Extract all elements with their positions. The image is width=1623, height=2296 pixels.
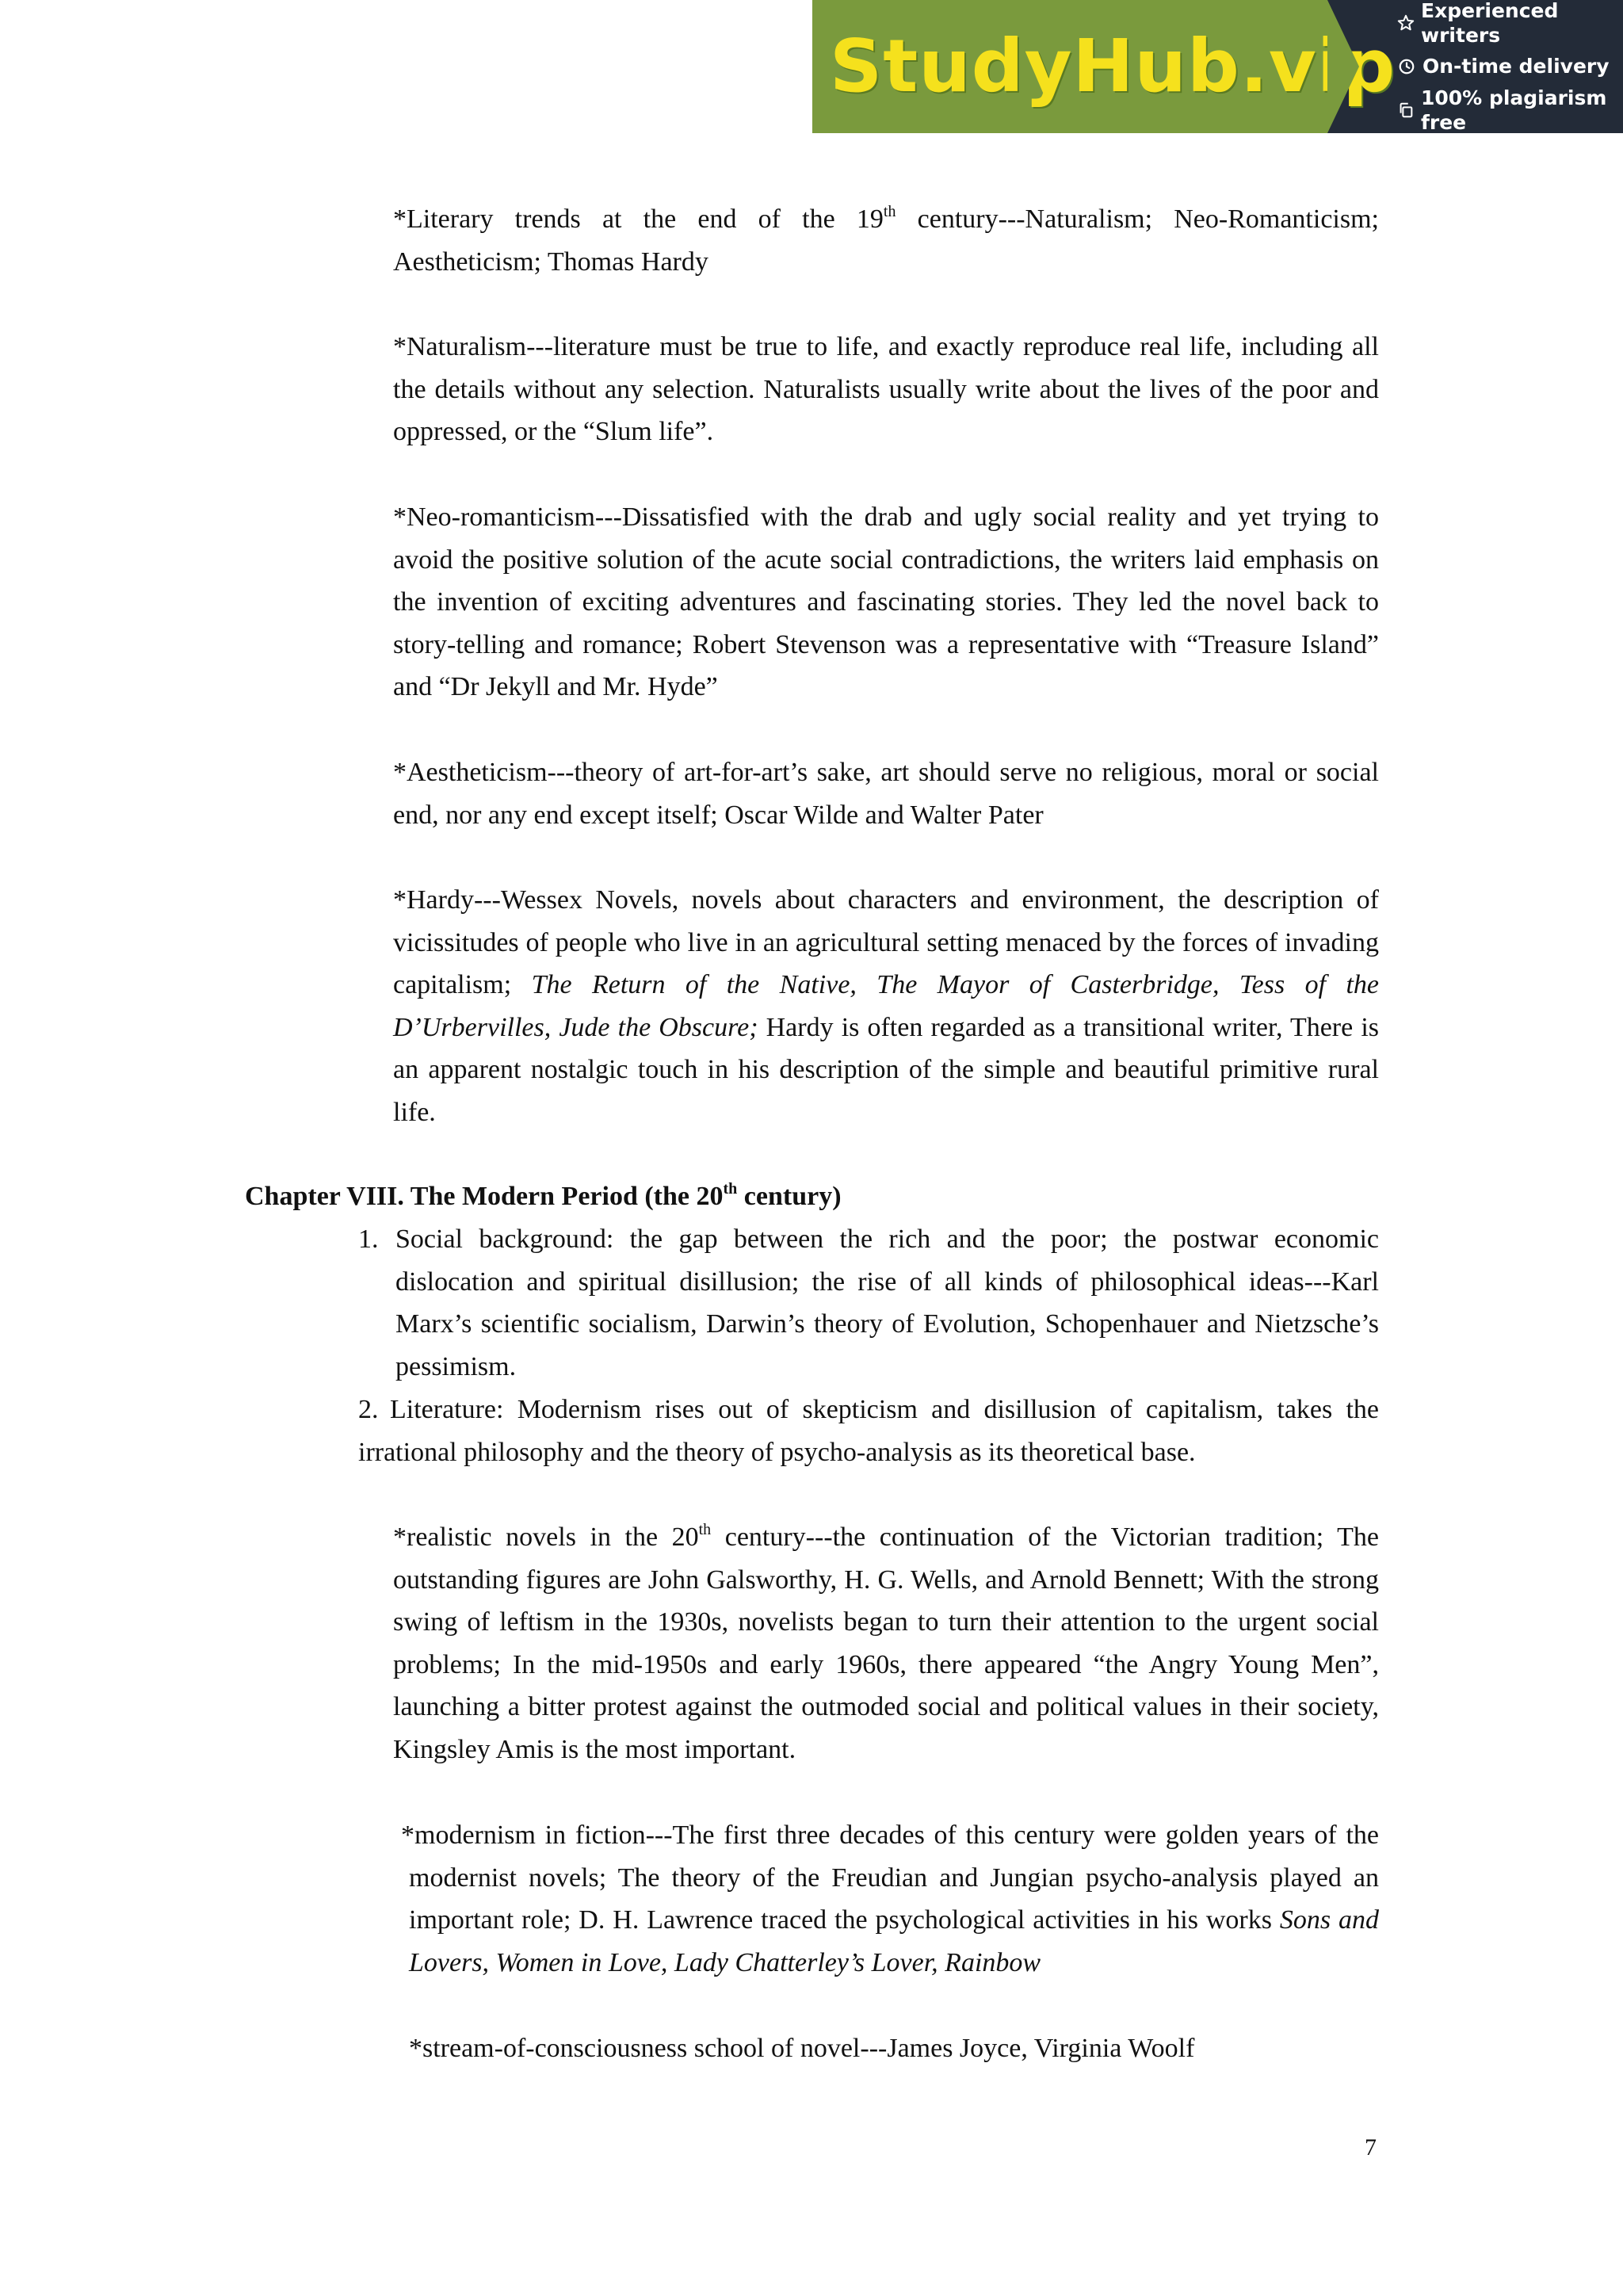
brand-logo: StudyHub.vip xyxy=(830,24,1396,109)
feature-label: 100% plagiarism free xyxy=(1421,86,1607,134)
paragraph-modernism: *modernism in fiction---The first three decades of this century were golden years of the modernist novels; The theory of the Freudian and Jungian psycho-analysis played an important role; D. H. Lawrence traced the psychological activities in his works Sons and Lovers, Women in Love, Lady Chatterley’s Lover, Rainbow xyxy=(401,1820,1379,1977)
paragraph-realistic-novels: *realistic novels in the 20th century---the continuation of the Victorian tradition; The outstanding figures are John Galsworthy, H. G. Wells, and Arnold Bennett; With the strong swing of leftism in the 1930s, novelists began to turn their attention to the urgent social problems; In the mid-1950s and early 1960s, there appeared “the Angry Young Men”, launching a bitter protest against the outmoded social and political values in their society, Kingsley Amis is the most important. xyxy=(393,1520,1379,1764)
paragraph-literary-trends: *Literary trends at the end of the 19th century---Naturalism; Neo-Romanticism; Aestheticism; Thomas Hardy xyxy=(393,202,1379,277)
list-item-social-background: 1. Social background: the gap between the rich and the poor; the postwar economic dislocation and spiritual disillusion; the rise of all kinds of philosophical ideas---Karl Marx’s scientific socialism, Darwin’s theory of Evolution, Schopenhauer and Nietzsche’s pessimism. xyxy=(358,1224,1379,1381)
paragraph-hardy: *Hardy---Wessex Novels, novels about characters and environment, the description of vicissitudes of people who live in an agricultural setting menaced by the forces of invading capitalism; The Return of the Native, The Mayor of Casterbridge, Tess of the D’Urbervilles, Jude the Obscure; Hardy is often regarded as a transitional writer, There is an apparent nostalgic touch in his description of the simple and beautiful primitive rural life. xyxy=(393,885,1379,1127)
chapter-heading: Chapter VIII. The Modern Period (the 20th century) xyxy=(245,1179,842,1211)
list-item-literature: 2. Literature: Modernism rises out of skepticism and disillusion of capitalism, takes the irrational philosophy and the theory of psycho-analysis as its theoretical base. xyxy=(358,1395,1379,1467)
paragraph-naturalism: *Naturalism---literature must be true to life, and exactly reproduce real life, including all the details without any selection. Naturalists usually write about the lives of the poor and oppressed, or the “Slum life”. xyxy=(393,332,1379,447)
paragraph-neo-romanticism: *Neo-romanticism---Dissatisfied with the drab and ugly social reality and yet trying to avoid the positive solution of the acute social contradictions, the writers laid emphasis on the invention of exciting adventures and fascinating stories. They led the novel back to story-telling and romance; Robert Stevenson was a representative with “Treasure Island” and “Dr Jekyll and Mr. Hyde” xyxy=(393,502,1379,702)
feature-label: Experienced writers xyxy=(1421,0,1559,48)
paragraph-stream-of-consciousness: *stream-of-consciousness school of novel---James Joyce, Virginia Woolf xyxy=(409,2034,1195,2063)
page-number: 7 xyxy=(1365,2134,1377,2160)
paragraph-aestheticism: *Aestheticism---theory of art-for-art’s sake, art should serve no religious, moral or social end, nor any end except itself; Oscar Wilde and Walter Pater xyxy=(393,758,1379,830)
feature-label: On-time delivery xyxy=(1423,55,1610,78)
